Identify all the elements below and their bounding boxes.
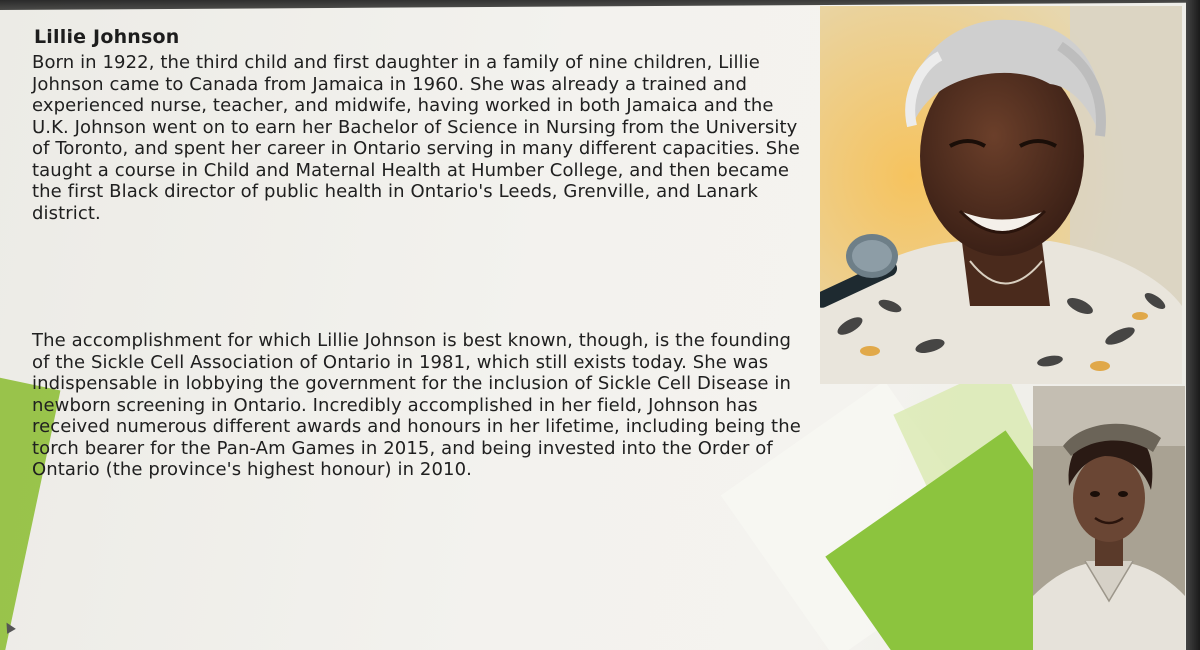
- young-nurse-photo-icon: [1033, 386, 1185, 650]
- biography-paragraph-1: Born in 1922, the third child and first daughter in a family of nine children, Lillie Johnson came to Canada from Jamaica in 1960. She was already a trained and experienced nurse, teacher, and midwife, having worked in both Jamaica and the U.K. Johnson went on to earn her Bachelor of Science in Nursing from the University of Toronto, and spent her career in Ontario serving in many different capacities. She taught a course in Child and Maternal Health at Humber College, and then became the first Black director of public health in Ontario's Leeds, Grenville, and Lanark district.: [32, 52, 800, 224]
- biography-paragraph-2: The accomplishment for which Lillie Johnson is best known, though, is the founding of the Sickle Cell Association of Ontario in 1981, which still exists today. She was indispensable in lobbying the government for the inclusion of Sickle Cell Disease in newborn screening in Ontario. Incredibly accomplished in her field, Johnson has received numerous different awards and honours in her lifetime, including being the torch bearer for the Pan-Am Games in 2015, and being invested into the Order of Ontario (the province's highest honour) in 2010.: [32, 330, 801, 480]
- screen-bezel-right: [1186, 0, 1200, 650]
- elderly-woman-portrait-photo-icon: [820, 6, 1182, 384]
- portrait-photo: [820, 6, 1182, 384]
- young-photo: [1033, 386, 1185, 650]
- slide-title: Lillie Johnson: [34, 26, 180, 48]
